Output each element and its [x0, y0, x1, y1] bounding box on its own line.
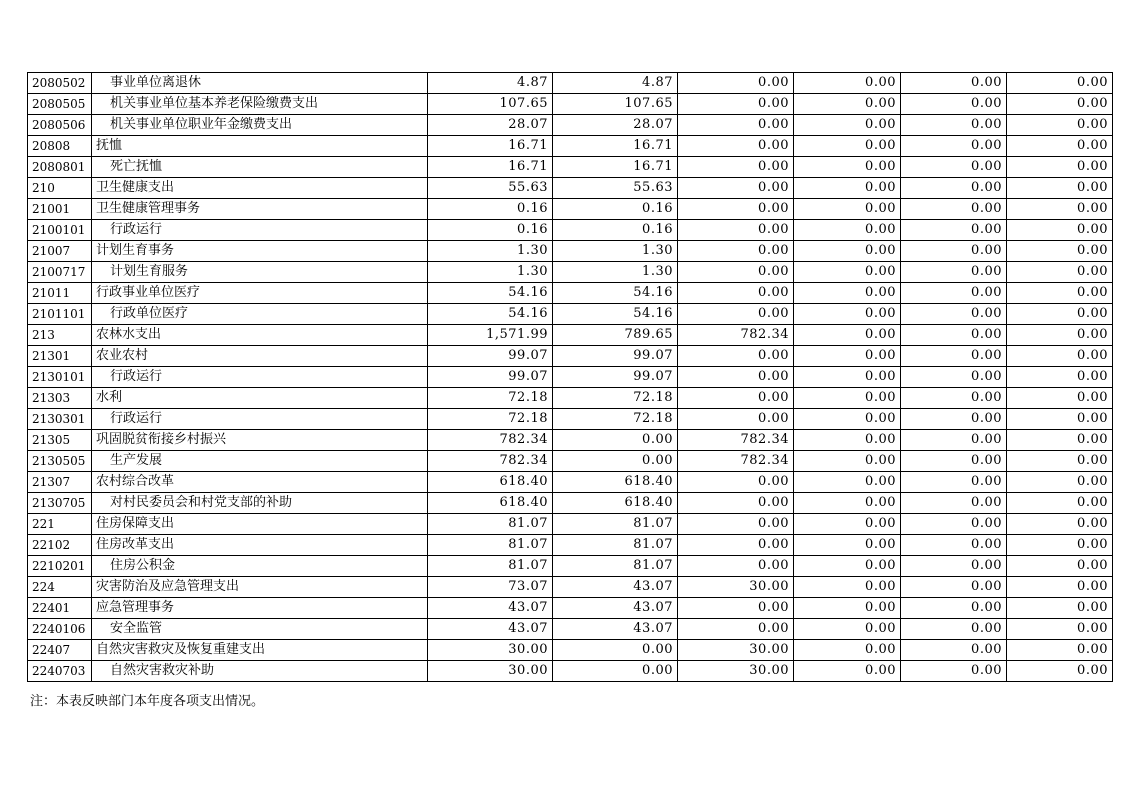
cell-amount: 618.40 [553, 472, 678, 493]
cell-item-name: 农林水支出 [92, 325, 428, 346]
cell-amount: 0.00 [901, 178, 1007, 199]
table-row [28, 262, 1113, 283]
cell-amount: 618.40 [428, 493, 553, 514]
cell-function-code: 22407 [28, 640, 92, 661]
cell-amount: 789.65 [553, 325, 678, 346]
table-row [28, 157, 1113, 178]
cell-function-code: 2080506 [28, 115, 92, 136]
cell-amount: 0.00 [901, 115, 1007, 136]
cell-amount: 0.16 [553, 220, 678, 241]
table-row [28, 514, 1113, 535]
table-row [28, 346, 1113, 367]
cell-amount: 99.07 [428, 367, 553, 388]
cell-function-code: 2130505 [28, 451, 92, 472]
cell-amount: 0.16 [428, 199, 553, 220]
cell-function-code: 2080502 [28, 73, 92, 94]
cell-function-code: 2130301 [28, 409, 92, 430]
cell-amount: 81.07 [428, 556, 553, 577]
cell-amount: 0.00 [1007, 73, 1113, 94]
cell-amount: 0.00 [794, 472, 901, 493]
cell-amount: 72.18 [553, 409, 678, 430]
cell-amount: 0.00 [1007, 535, 1113, 556]
cell-amount: 0.00 [1007, 304, 1113, 325]
cell-amount: 16.71 [428, 157, 553, 178]
cell-amount: 0.00 [794, 220, 901, 241]
cell-amount: 0.00 [1007, 598, 1113, 619]
table-row [28, 73, 1113, 94]
table-row [28, 199, 1113, 220]
cell-amount: 0.00 [901, 514, 1007, 535]
cell-amount: 54.16 [553, 304, 678, 325]
cell-amount: 81.07 [553, 514, 678, 535]
cell-amount: 0.00 [553, 451, 678, 472]
cell-amount: 0.00 [794, 178, 901, 199]
table-row [28, 115, 1113, 136]
cell-function-code: 21301 [28, 346, 92, 367]
cell-amount: 54.16 [428, 283, 553, 304]
cell-function-code: 2080505 [28, 94, 92, 115]
cell-amount: 43.07 [553, 619, 678, 640]
cell-amount: 0.00 [1007, 115, 1113, 136]
cell-amount: 0.00 [901, 493, 1007, 514]
cell-amount: 43.07 [553, 598, 678, 619]
cell-amount: 81.07 [553, 556, 678, 577]
cell-function-code: 2210201 [28, 556, 92, 577]
table-row [28, 577, 1113, 598]
cell-item-name: 行政运行 [92, 409, 428, 430]
cell-amount: 0.00 [1007, 451, 1113, 472]
cell-amount: 28.07 [428, 115, 553, 136]
cell-amount: 1.30 [428, 241, 553, 262]
cell-amount: 73.07 [428, 577, 553, 598]
cell-amount: 0.00 [678, 94, 794, 115]
cell-amount: 782.34 [678, 325, 794, 346]
cell-amount: 0.00 [678, 367, 794, 388]
cell-amount: 0.00 [901, 535, 1007, 556]
cell-amount: 0.00 [794, 451, 901, 472]
cell-amount: 0.00 [794, 367, 901, 388]
cell-amount: 0.00 [1007, 619, 1113, 640]
cell-amount: 1.30 [553, 262, 678, 283]
cell-amount: 0.00 [1007, 409, 1113, 430]
cell-item-name: 死亡抚恤 [92, 157, 428, 178]
cell-amount: 0.00 [794, 430, 901, 451]
cell-amount: 0.00 [678, 535, 794, 556]
table-row [28, 493, 1113, 514]
cell-amount: 0.00 [901, 304, 1007, 325]
cell-function-code: 2100101 [28, 220, 92, 241]
cell-amount: 0.00 [1007, 556, 1113, 577]
cell-amount: 0.00 [678, 220, 794, 241]
cell-amount: 30.00 [678, 661, 794, 682]
cell-item-name: 卫生健康管理事务 [92, 199, 428, 220]
cell-amount: 0.00 [678, 115, 794, 136]
cell-amount: 0.00 [794, 136, 901, 157]
cell-amount: 54.16 [428, 304, 553, 325]
cell-amount: 0.00 [901, 283, 1007, 304]
cell-amount: 0.00 [553, 430, 678, 451]
cell-amount: 0.00 [901, 367, 1007, 388]
cell-amount: 0.00 [794, 661, 901, 682]
cell-amount: 618.40 [553, 493, 678, 514]
cell-amount: 81.07 [428, 514, 553, 535]
cell-amount: 0.00 [1007, 367, 1113, 388]
cell-amount: 0.00 [1007, 493, 1113, 514]
table-row [28, 388, 1113, 409]
cell-function-code: 21011 [28, 283, 92, 304]
cell-amount: 0.00 [678, 472, 794, 493]
cell-amount: 0.00 [794, 283, 901, 304]
table-row [28, 598, 1113, 619]
cell-amount: 0.00 [1007, 178, 1113, 199]
cell-function-code: 2101101 [28, 304, 92, 325]
cell-amount: 30.00 [678, 640, 794, 661]
cell-amount: 0.00 [794, 535, 901, 556]
cell-function-code: 22401 [28, 598, 92, 619]
cell-amount: 1.30 [553, 241, 678, 262]
cell-amount: 0.00 [901, 136, 1007, 157]
cell-amount: 0.00 [1007, 514, 1113, 535]
cell-amount: 0.00 [901, 73, 1007, 94]
cell-amount: 16.71 [553, 157, 678, 178]
cell-amount: 0.00 [901, 556, 1007, 577]
cell-amount: 0.16 [428, 220, 553, 241]
cell-item-name: 机关事业单位职业年金缴费支出 [92, 115, 428, 136]
cell-amount: 107.65 [553, 94, 678, 115]
cell-item-name: 行政运行 [92, 367, 428, 388]
cell-amount: 0.00 [901, 640, 1007, 661]
cell-amount: 1.30 [428, 262, 553, 283]
cell-amount: 55.63 [428, 178, 553, 199]
cell-amount: 0.00 [1007, 640, 1113, 661]
cell-amount: 782.34 [428, 451, 553, 472]
cell-amount: 782.34 [678, 451, 794, 472]
cell-amount: 0.00 [1007, 472, 1113, 493]
cell-function-code: 2130705 [28, 493, 92, 514]
cell-amount: 0.00 [678, 409, 794, 430]
cell-item-name: 对村民委员会和村党支部的补助 [92, 493, 428, 514]
cell-item-name: 行政运行 [92, 220, 428, 241]
cell-item-name: 机关事业单位基本养老保险缴费支出 [92, 94, 428, 115]
cell-amount: 0.00 [901, 619, 1007, 640]
cell-amount: 0.00 [794, 346, 901, 367]
cell-item-name: 卫生健康支出 [92, 178, 428, 199]
cell-amount: 0.00 [794, 241, 901, 262]
cell-amount: 0.00 [678, 283, 794, 304]
cell-amount: 0.00 [794, 409, 901, 430]
cell-amount: 1,571.99 [428, 325, 553, 346]
table-row [28, 640, 1113, 661]
cell-function-code: 2240106 [28, 619, 92, 640]
cell-amount: 0.00 [678, 493, 794, 514]
cell-function-code: 213 [28, 325, 92, 346]
cell-amount: 0.00 [678, 598, 794, 619]
cell-amount: 0.00 [1007, 325, 1113, 346]
cell-amount: 0.00 [794, 598, 901, 619]
cell-amount: 0.00 [901, 94, 1007, 115]
cell-amount: 0.00 [901, 661, 1007, 682]
cell-amount: 0.00 [1007, 262, 1113, 283]
cell-amount: 0.00 [901, 241, 1007, 262]
table-row [28, 619, 1113, 640]
cell-amount: 16.71 [553, 136, 678, 157]
cell-amount: 0.00 [794, 157, 901, 178]
cell-amount: 0.00 [794, 514, 901, 535]
cell-amount: 72.18 [428, 388, 553, 409]
cell-amount: 0.00 [901, 598, 1007, 619]
table-row [28, 451, 1113, 472]
cell-item-name: 自然灾害救灾补助 [92, 661, 428, 682]
table-row [28, 94, 1113, 115]
cell-amount: 4.87 [428, 73, 553, 94]
cell-amount: 107.65 [428, 94, 553, 115]
cell-amount: 0.00 [901, 346, 1007, 367]
cell-amount: 4.87 [553, 73, 678, 94]
cell-amount: 0.00 [678, 199, 794, 220]
cell-amount: 30.00 [428, 640, 553, 661]
cell-item-name: 计划生育事务 [92, 241, 428, 262]
cell-function-code: 21303 [28, 388, 92, 409]
cell-amount: 0.00 [1007, 346, 1113, 367]
cell-function-code: 21001 [28, 199, 92, 220]
table-row [28, 220, 1113, 241]
cell-amount: 0.00 [794, 640, 901, 661]
cell-amount: 0.00 [678, 556, 794, 577]
cell-amount: 0.16 [553, 199, 678, 220]
cell-amount: 782.34 [678, 430, 794, 451]
cell-amount: 618.40 [428, 472, 553, 493]
expenditure-table [27, 72, 1113, 682]
cell-item-name: 行政单位医疗 [92, 304, 428, 325]
cell-amount: 0.00 [794, 325, 901, 346]
cell-amount: 0.00 [678, 157, 794, 178]
cell-amount: 0.00 [794, 73, 901, 94]
cell-amount: 0.00 [1007, 220, 1113, 241]
cell-amount: 0.00 [553, 640, 678, 661]
cell-item-name: 灾害防治及应急管理支出 [92, 577, 428, 598]
cell-function-code: 2130101 [28, 367, 92, 388]
cell-amount: 81.07 [553, 535, 678, 556]
cell-function-code: 2100717 [28, 262, 92, 283]
cell-amount: 0.00 [794, 115, 901, 136]
cell-amount: 0.00 [901, 577, 1007, 598]
cell-function-code: 22102 [28, 535, 92, 556]
cell-amount: 43.07 [428, 619, 553, 640]
cell-amount: 0.00 [901, 199, 1007, 220]
table-row [28, 178, 1113, 199]
cell-amount: 0.00 [678, 178, 794, 199]
cell-item-name: 农业农村 [92, 346, 428, 367]
cell-function-code: 221 [28, 514, 92, 535]
cell-amount: 0.00 [1007, 94, 1113, 115]
cell-amount: 0.00 [794, 493, 901, 514]
cell-amount: 0.00 [901, 472, 1007, 493]
cell-amount: 99.07 [553, 346, 678, 367]
table-row [28, 409, 1113, 430]
cell-amount: 0.00 [794, 262, 901, 283]
cell-amount: 28.07 [553, 115, 678, 136]
cell-amount: 0.00 [553, 661, 678, 682]
cell-amount: 0.00 [678, 136, 794, 157]
table-row [28, 325, 1113, 346]
cell-amount: 0.00 [901, 325, 1007, 346]
cell-amount: 0.00 [1007, 430, 1113, 451]
cell-amount: 0.00 [794, 304, 901, 325]
table-body [28, 73, 1113, 682]
cell-function-code: 210 [28, 178, 92, 199]
cell-function-code: 2080801 [28, 157, 92, 178]
cell-amount: 43.07 [428, 598, 553, 619]
cell-amount: 0.00 [901, 220, 1007, 241]
cell-amount: 0.00 [794, 577, 901, 598]
cell-amount: 72.18 [428, 409, 553, 430]
cell-amount: 0.00 [794, 199, 901, 220]
cell-amount: 0.00 [1007, 577, 1113, 598]
cell-item-name: 安全监管 [92, 619, 428, 640]
cell-item-name: 住房公积金 [92, 556, 428, 577]
cell-item-name: 事业单位离退休 [92, 73, 428, 94]
cell-amount: 0.00 [1007, 199, 1113, 220]
cell-amount: 72.18 [553, 388, 678, 409]
cell-function-code: 21007 [28, 241, 92, 262]
cell-amount: 54.16 [553, 283, 678, 304]
cell-amount: 0.00 [901, 262, 1007, 283]
cell-item-name: 农村综合改革 [92, 472, 428, 493]
cell-item-name: 计划生育服务 [92, 262, 428, 283]
cell-amount: 782.34 [428, 430, 553, 451]
cell-amount: 0.00 [901, 430, 1007, 451]
table-row [28, 556, 1113, 577]
cell-item-name: 巩固脱贫衔接乡村振兴 [92, 430, 428, 451]
cell-amount: 0.00 [1007, 136, 1113, 157]
cell-amount: 99.07 [553, 367, 678, 388]
table-row [28, 430, 1113, 451]
expenditure-table-container [27, 72, 1112, 682]
cell-amount: 0.00 [678, 388, 794, 409]
cell-item-name: 应急管理事务 [92, 598, 428, 619]
cell-amount: 0.00 [1007, 661, 1113, 682]
cell-item-name: 住房改革支出 [92, 535, 428, 556]
cell-amount: 0.00 [901, 409, 1007, 430]
cell-amount: 0.00 [1007, 157, 1113, 178]
cell-amount: 16.71 [428, 136, 553, 157]
table-row [28, 535, 1113, 556]
cell-amount: 0.00 [678, 619, 794, 640]
cell-amount: 0.00 [901, 388, 1007, 409]
table-row [28, 241, 1113, 262]
cell-item-name: 住房保障支出 [92, 514, 428, 535]
cell-amount: 0.00 [794, 556, 901, 577]
cell-amount: 0.00 [678, 304, 794, 325]
cell-amount: 99.07 [428, 346, 553, 367]
cell-function-code: 2240703 [28, 661, 92, 682]
cell-amount: 0.00 [678, 73, 794, 94]
cell-function-code: 21307 [28, 472, 92, 493]
cell-item-name: 行政事业单位医疗 [92, 283, 428, 304]
cell-amount: 30.00 [678, 577, 794, 598]
table-row [28, 304, 1113, 325]
cell-amount: 0.00 [901, 451, 1007, 472]
cell-amount: 55.63 [553, 178, 678, 199]
cell-amount: 0.00 [678, 241, 794, 262]
cell-amount: 0.00 [901, 157, 1007, 178]
cell-amount: 0.00 [794, 388, 901, 409]
cell-amount: 0.00 [1007, 388, 1113, 409]
cell-function-code: 20808 [28, 136, 92, 157]
cell-amount: 0.00 [678, 346, 794, 367]
cell-amount: 30.00 [428, 661, 553, 682]
cell-amount: 0.00 [794, 619, 901, 640]
cell-amount: 0.00 [1007, 283, 1113, 304]
cell-amount: 0.00 [678, 262, 794, 283]
table-row [28, 136, 1113, 157]
cell-amount: 0.00 [794, 94, 901, 115]
cell-item-name: 抚恤 [92, 136, 428, 157]
cell-amount: 0.00 [678, 514, 794, 535]
table-row [28, 367, 1113, 388]
table-row [28, 472, 1113, 493]
cell-amount: 43.07 [553, 577, 678, 598]
table-note: 注：本表反映部门本年度各项支出情况。 [30, 694, 265, 709]
cell-item-name: 水利 [92, 388, 428, 409]
cell-item-name: 生产发展 [92, 451, 428, 472]
table-row [28, 283, 1113, 304]
cell-function-code: 21305 [28, 430, 92, 451]
cell-amount: 0.00 [1007, 241, 1113, 262]
cell-function-code: 224 [28, 577, 92, 598]
cell-item-name: 自然灾害救灾及恢复重建支出 [92, 640, 428, 661]
cell-amount: 81.07 [428, 535, 553, 556]
table-row [28, 661, 1113, 682]
